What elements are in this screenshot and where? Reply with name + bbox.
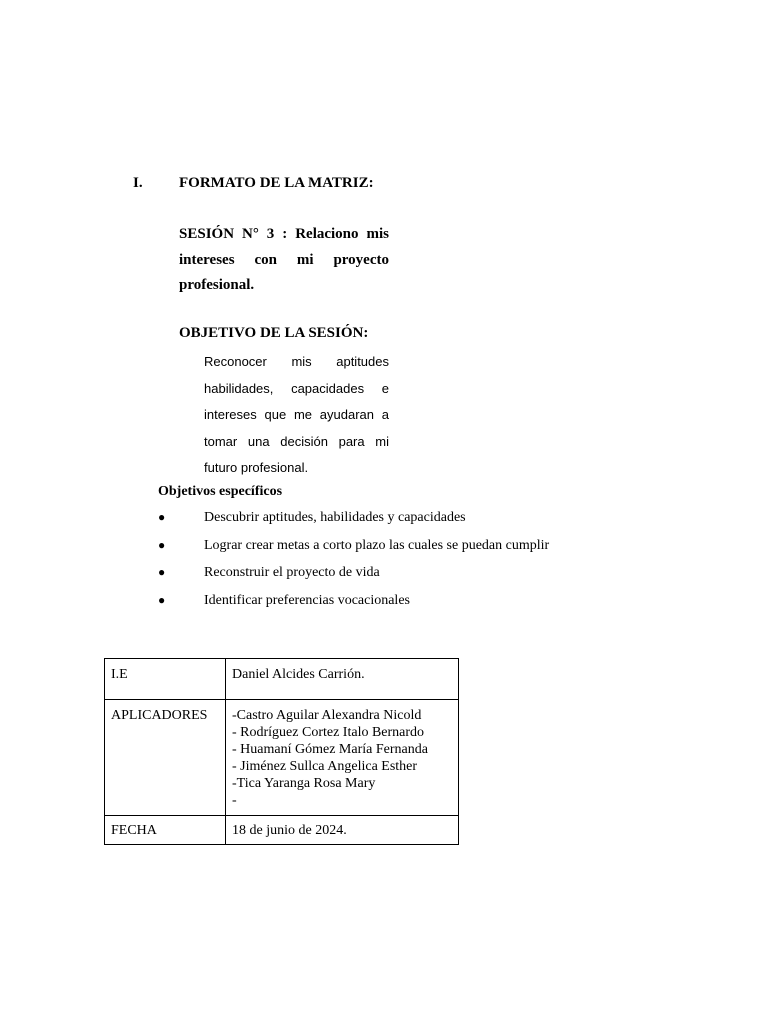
list-item-text: Lograr crear metas a corto plazo las cuales se puedan cumplir	[204, 537, 550, 553]
applicators-value	[226, 700, 459, 816]
applicator-name: - Rodríguez Cortez Italo Bernardo	[232, 725, 425, 740]
specific-objectives-heading: Objetivos específicos	[158, 484, 283, 499]
applicator-name: - Jiménez Sullca Angelica Esther	[232, 759, 418, 774]
ie-value: Daniel Alcides Carrión.	[226, 659, 459, 700]
date-label: FECHA	[105, 816, 226, 845]
bullet-icon: ●	[158, 510, 166, 524]
list-item-text: Descubrir aptitudes, habilidades y capacidades	[204, 510, 466, 525]
session-title: SESIÓN N° 3 : Relaciono mis intereses con mi proyecto profesional.	[179, 226, 389, 293]
applicator-name: -Castro Aguilar Alexandra Nicold	[232, 708, 422, 723]
applicators-label: APLICADORES	[105, 700, 226, 816]
objective-heading: OBJETIVO DE LA SESIÓN:	[179, 325, 369, 341]
list-item-text: Identificar preferencias vocacionales	[204, 592, 410, 608]
table-row-ie	[105, 659, 459, 700]
table-row-applicators	[105, 700, 459, 816]
applicator-name: -Tica Yaranga Rosa Mary	[232, 776, 376, 791]
objective-text: Reconocer mis aptitudes habilidades, capacidades e intereses que me ayudaran a tomar una decisión para mi futuro profesional.	[204, 354, 389, 475]
applicator-name: - Huamaní Gómez María Fernanda	[232, 742, 428, 757]
bullet-icon: ●	[158, 565, 166, 579]
info-table	[104, 658, 459, 845]
section-number: I.	[133, 175, 143, 191]
bullet-icon: ●	[158, 537, 166, 552]
table-row-date	[105, 816, 459, 845]
applicator-name: -	[232, 793, 237, 808]
ie-label: I.E	[105, 659, 226, 700]
bullet-icon: ●	[158, 592, 166, 607]
section-heading: FORMATO DE LA MATRIZ:	[179, 175, 374, 191]
date-value: 18 de junio de 2024.	[226, 816, 459, 845]
list-item-text: Reconstruir el proyecto de vida	[204, 565, 380, 580]
